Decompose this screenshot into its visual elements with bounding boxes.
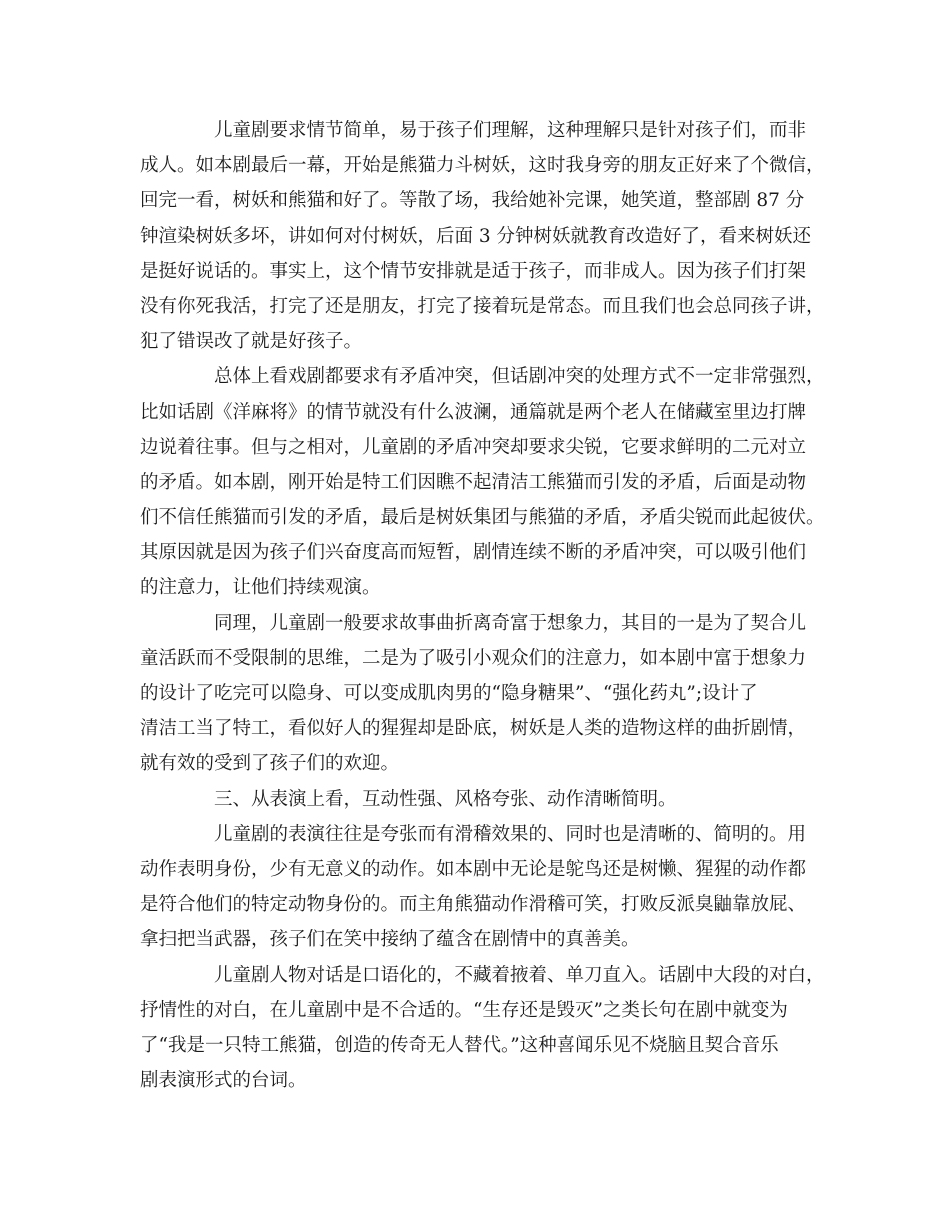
text-line: 清洁工当了特工，看似好人的猩猩却是卧底，树妖是人类的造物这样的曲折剧情， (140, 718, 807, 740)
text-line: 其原因就是因为孩子们兴奋度高而短暂，剧情连续不断的矛盾冲突，可以吸引他们 (140, 542, 807, 564)
paragraph (140, 958, 824, 1099)
text-line: 儿童剧的表演往往是夸张而有滑稽效果的、同时也是清晰的、简明的。用 (214, 823, 807, 845)
paragraph (140, 606, 824, 782)
text-line: 犯了错误改了就是好孩子。 (140, 331, 363, 353)
paragraph (140, 817, 824, 958)
text-line: 儿童剧要求情节简单，易于孩子们理解，这种理解只是针对孩子们，而非 (214, 120, 807, 141)
text-line: 总体上看戏剧都要求有矛盾冲突，但话剧冲突的处理方式不一定非常强烈， (214, 366, 825, 388)
text-line: 边说着往事。但与之相对，儿童剧的矛盾冲突却要求尖锐，它要求鲜明的二元对立 (140, 436, 807, 458)
text-line: 就有效的受到了孩子们的欢迎。 (140, 753, 400, 775)
text-line: 拿扫把当武器，孩子们在笑中接纳了蕴含在剧情中的真善美。 (140, 929, 640, 951)
text-line: 们不信任熊猫而引发的矛盾，最后是树妖集团与熊猫的矛盾，矛盾尖锐而此起彼伏。 (140, 507, 825, 529)
text-line: 童活跃而不受限制的思维，二是为了吸引小观众们的注意力，如本剧中富于想象力 (140, 647, 807, 669)
text-line: 了“我是一只特工熊猫，创造的传奇无人替代。”这种喜闻乐见不烧脑且契合音乐 (140, 1034, 779, 1056)
paragraph (140, 113, 824, 359)
text-line: 的注意力，让他们持续观演。 (140, 577, 381, 599)
text-line: 的设计了吃完可以隐身、可以变成肌肉男的“隐身糖果”、“强化药丸”;设计了 (140, 683, 758, 704)
text-line: 回完一看，树妖和熊猫和好了。等散了场，我给她补完课，她笑道，整部剧 87 分 (140, 190, 805, 212)
text-line: 抒情性的对白，在儿童剧中是不合适的。“生存还是毁灭”之类长句在剧中就变为 (140, 999, 788, 1021)
text-line: 没有你死我活，打完了还是朋友，打完了接着玩是常态。而且我们也会总同孩子讲， (140, 295, 825, 317)
text-line: 三、从表演上看，互动性强、风格夸张、动作清晰简明。 (214, 788, 677, 810)
text-line: 是挺好说话的。事实上，这个情节安排就是适于孩子，而非成人。因为孩子们打架 (140, 260, 807, 282)
text-line: 比如话剧《洋麻将》的情节就没有什么波澜，通篇就是两个老人在储藏室里边打牌 (140, 401, 807, 423)
document-body (140, 113, 824, 1098)
text-line: 同理，儿童剧一般要求故事曲折离奇富于想象力，其目的一是为了契合儿 (214, 612, 807, 634)
text-line: 动作表明身份，少有无意义的动作。如本剧中无论是鸵鸟还是树懒、猩猩的动作都 (140, 858, 807, 880)
section-heading (140, 782, 824, 817)
text-line: 成人。如本剧最后一幕，开始是熊猫力斗树妖，这时我身旁的朋友正好来了个微信， (140, 155, 825, 177)
text-line: 是符合他们的特定动物身份的。而主角熊猫动作滑稽可笑，打败反派臭鼬靠放屁、 (140, 894, 807, 916)
paragraph (140, 359, 824, 605)
text-line: 的矛盾。如本剧，刚开始是特工们因瞧不起清洁工熊猫而引发的矛盾，后面是动物 (140, 471, 807, 493)
text-line: 剧表演形式的台词。 (140, 1070, 307, 1092)
text-line: 钟渲染树妖多坏，讲如何对付树妖，后面 3 分钟树妖就教育改造好了，看来树妖还 (140, 225, 812, 247)
text-line: 儿童剧人物对话是口语化的，不藏着掖着、单刀直入。话剧中大段的对白， (214, 964, 825, 986)
